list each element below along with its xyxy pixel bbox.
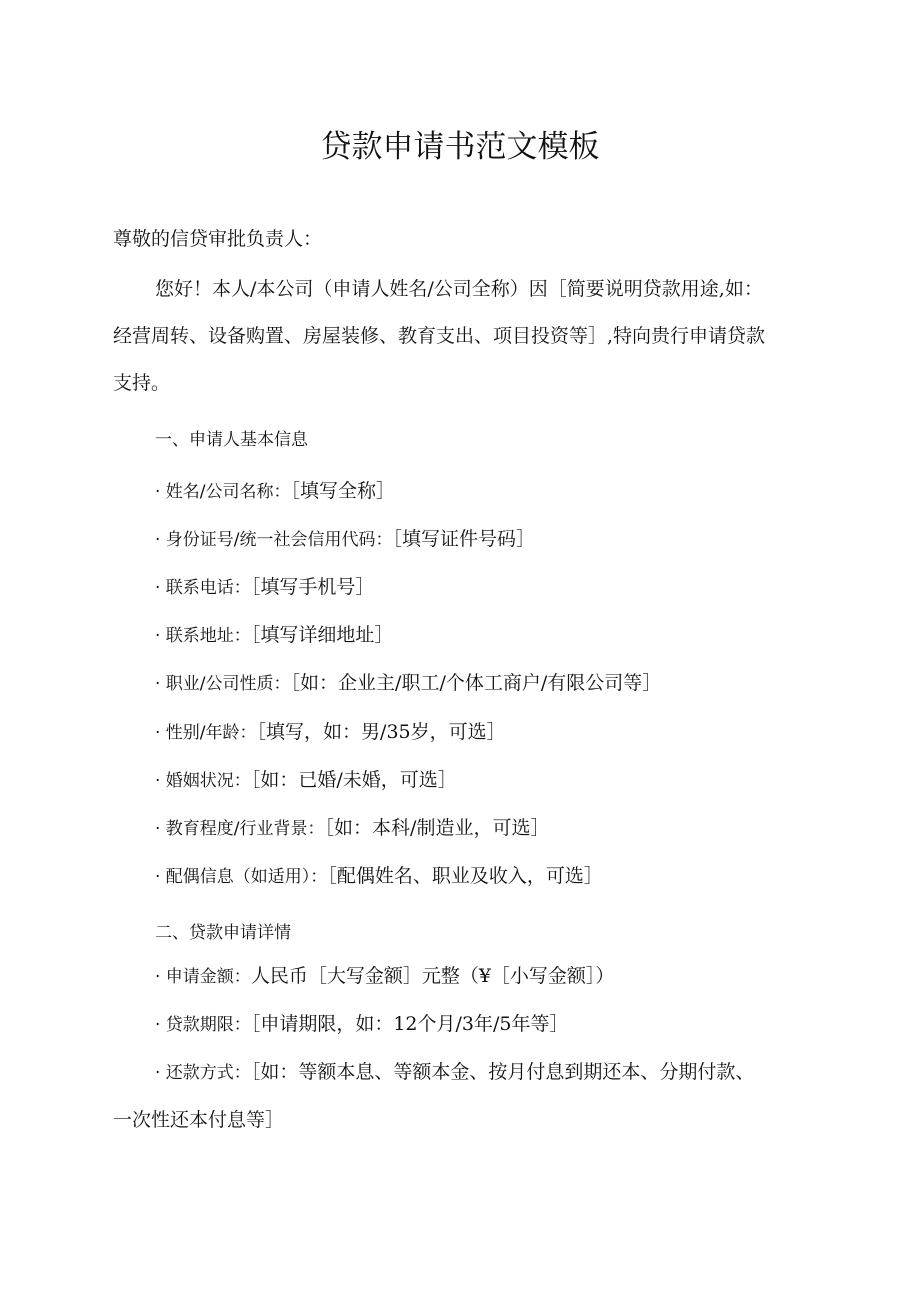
item-value: ［配偶姓名、职业及收入，可选］ [327, 864, 603, 887]
item-value: ［填写，如：男/35岁，可选］ [256, 720, 506, 743]
item-label: · 申请金额： [155, 967, 251, 987]
info-item [155, 578, 374, 597]
info-item [155, 967, 614, 986]
item-value: ［申请期限，如：12个月/3年/5年等］ [250, 1013, 569, 1035]
info-item [155, 482, 395, 501]
info-item [155, 1015, 568, 1034]
section-heading: 一、申请人基本信息 [155, 430, 308, 450]
item-label: · 配偶信息（如适用）： [155, 866, 328, 887]
item-label: · 贷款期限： [155, 1015, 251, 1035]
intro-line: 支持。 [113, 372, 171, 394]
intro-line: 经营周转、设备购置、房屋装修、教育支出、项目投资等］,特向贵行申请贷款 [113, 325, 766, 347]
item-label: · 职业/公司性质： [155, 674, 291, 695]
item-value: ［如：本科/制造业，可选］ [324, 816, 550, 839]
item-value: ［如：企业主/职工/个体工商户/有限公司等］ [290, 672, 662, 695]
info-item [155, 768, 457, 791]
item-value: ［填写证件号码］ [392, 528, 536, 551]
section-heading: 二、贷款申请详情 [155, 923, 291, 943]
item-label: · 还款方式： [155, 1063, 251, 1083]
item-label: · 婚姻状况： [155, 770, 251, 791]
item-value: ［填写详细地址］ [250, 624, 394, 647]
info-item [155, 864, 603, 887]
item-label: · 联系地址： [155, 626, 251, 647]
info-item [155, 720, 506, 743]
item-label: · 教育程度/行业背景： [155, 818, 325, 839]
info-item [155, 674, 661, 693]
item-continuation: 一次性还本付息等］ [113, 1109, 285, 1131]
item-label: · 姓名/公司名称： [155, 482, 291, 502]
item-value: ［如：已婚/未婚，可选］ [250, 768, 457, 791]
item-label: · 联系电话： [155, 578, 251, 599]
item-value: ［填写手机号］ [250, 576, 375, 599]
item-value: ［如：等额本息、等额本金、按月付息到期还本、分期付款、 [250, 1061, 755, 1083]
info-item [155, 816, 550, 839]
info-item [155, 1063, 754, 1082]
info-item [155, 626, 393, 645]
greeting: 尊敬的信贷审批负责人： [113, 228, 323, 250]
document-title: 贷款申请书范文模板 [320, 129, 600, 165]
item-value: ［填写全称］ [290, 480, 396, 502]
item-label: · 身份证号/统一社会信用代码： [155, 530, 393, 551]
item-label: · 性别/年龄： [155, 722, 257, 743]
item-value: 人民币［大写金额］元整（¥［小写金额］） [250, 965, 615, 987]
info-item [155, 530, 535, 549]
intro-line: 您好！本人/本公司（申请人姓名/公司全称）因［简要说明贷款用途,如： [155, 278, 763, 300]
